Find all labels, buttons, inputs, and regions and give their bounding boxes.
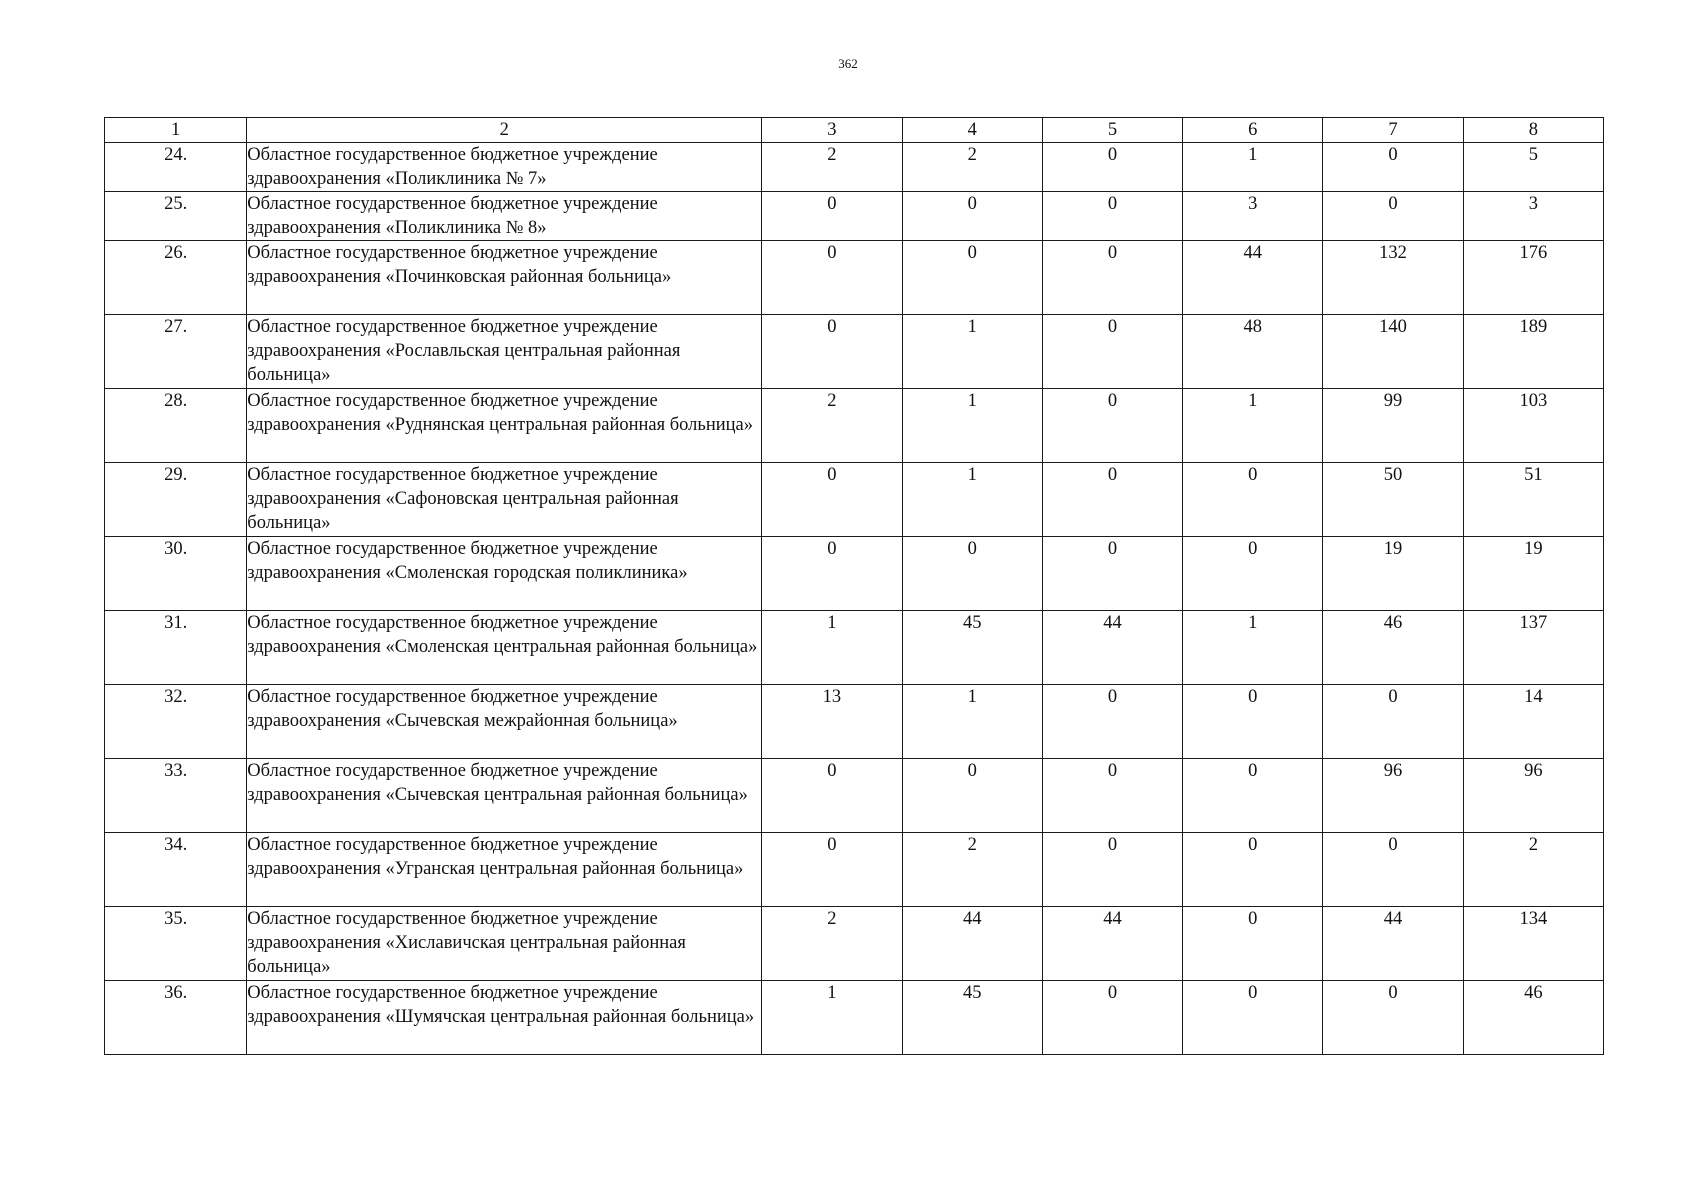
value-cell: 0 — [902, 537, 1042, 611]
value-cell: 0 — [1183, 907, 1323, 981]
value-cell: 0 — [762, 833, 902, 907]
table-row — [105, 389, 1604, 463]
institutions-table — [104, 117, 1604, 1055]
institution-name: Областное государственное бюджетное учреждение здравоохранения «Шумячская центральная районная больница» — [247, 981, 762, 1055]
value-cell: 0 — [762, 463, 902, 537]
row-number: 34. — [105, 833, 247, 907]
value-cell: 0 — [1183, 833, 1323, 907]
value-cell: 44 — [1042, 611, 1182, 685]
value-cell: 0 — [1042, 315, 1182, 389]
value-cell: 0 — [1042, 981, 1182, 1055]
value-cell: 3 — [1183, 192, 1323, 241]
column-header: 7 — [1323, 118, 1463, 143]
value-cell: 1 — [762, 611, 902, 685]
value-cell: 140 — [1323, 315, 1463, 389]
value-cell: 1 — [902, 685, 1042, 759]
value-cell: 2 — [902, 833, 1042, 907]
value-cell: 44 — [902, 907, 1042, 981]
table-row — [105, 537, 1604, 611]
table-row — [105, 907, 1604, 981]
institution-name: Областное государственное бюджетное учреждение здравоохранения «Сычевская центральная районная больница» — [247, 759, 762, 833]
institution-name: Областное государственное бюджетное учреждение здравоохранения «Хиславичская центральная районная больница» — [247, 907, 762, 981]
institution-name: Областное государственное бюджетное учреждение здравоохранения «Сафоновская центральная районная больница» — [247, 463, 762, 537]
table-row — [105, 143, 1604, 192]
row-number: 27. — [105, 315, 247, 389]
value-cell: 45 — [902, 981, 1042, 1055]
value-cell: 0 — [1323, 143, 1463, 192]
institution-name: Областное государственное бюджетное учреждение здравоохранения «Рославльская центральная районная больница» — [247, 315, 762, 389]
value-cell: 51 — [1463, 463, 1603, 537]
value-cell: 0 — [1183, 537, 1323, 611]
value-cell: 2 — [902, 143, 1042, 192]
table-row — [105, 685, 1604, 759]
value-cell: 0 — [1323, 833, 1463, 907]
value-cell: 1 — [1183, 143, 1323, 192]
column-header: 8 — [1463, 118, 1603, 143]
table-row — [105, 315, 1604, 389]
value-cell: 99 — [1323, 389, 1463, 463]
value-cell: 0 — [1042, 759, 1182, 833]
value-cell: 1 — [1183, 389, 1323, 463]
value-cell: 0 — [1183, 685, 1323, 759]
value-cell: 134 — [1463, 907, 1603, 981]
row-number: 29. — [105, 463, 247, 537]
institution-name: Областное государственное бюджетное учреждение здравоохранения «Руднянская центральная районная больница» — [247, 389, 762, 463]
column-header: 3 — [762, 118, 902, 143]
value-cell: 0 — [1183, 981, 1323, 1055]
value-cell: 2 — [762, 389, 902, 463]
table-row — [105, 463, 1604, 537]
row-number: 31. — [105, 611, 247, 685]
institution-name: Областное государственное бюджетное учреждение здравоохранения «Сычевская межрайонная больница» — [247, 685, 762, 759]
value-cell: 0 — [1183, 463, 1323, 537]
value-cell: 0 — [762, 241, 902, 315]
value-cell: 0 — [762, 315, 902, 389]
value-cell: 0 — [1042, 833, 1182, 907]
value-cell: 13 — [762, 685, 902, 759]
value-cell: 137 — [1463, 611, 1603, 685]
table-row — [105, 611, 1604, 685]
table-header-row — [105, 118, 1604, 143]
value-cell: 2 — [762, 143, 902, 192]
row-number: 26. — [105, 241, 247, 315]
column-header: 1 — [105, 118, 247, 143]
value-cell: 50 — [1323, 463, 1463, 537]
value-cell: 2 — [1463, 833, 1603, 907]
institution-name: Областное государственное бюджетное учреждение здравоохранения «Угранская центральная районная больница» — [247, 833, 762, 907]
value-cell: 46 — [1463, 981, 1603, 1055]
value-cell: 48 — [1183, 315, 1323, 389]
institution-name: Областное государственное бюджетное учреждение здравоохранения «Поликлиника № 8» — [247, 192, 762, 241]
value-cell: 103 — [1463, 389, 1603, 463]
value-cell: 1 — [902, 389, 1042, 463]
value-cell: 0 — [1042, 685, 1182, 759]
value-cell: 0 — [762, 537, 902, 611]
page-number: 362 — [838, 56, 858, 71]
row-number: 32. — [105, 685, 247, 759]
value-cell: 0 — [1042, 192, 1182, 241]
value-cell: 0 — [1042, 241, 1182, 315]
value-cell: 96 — [1463, 759, 1603, 833]
table-row — [105, 833, 1604, 907]
value-cell: 14 — [1463, 685, 1603, 759]
column-header: 5 — [1042, 118, 1182, 143]
value-cell: 0 — [762, 759, 902, 833]
value-cell: 3 — [1463, 192, 1603, 241]
value-cell: 44 — [1323, 907, 1463, 981]
value-cell: 189 — [1463, 315, 1603, 389]
value-cell: 96 — [1323, 759, 1463, 833]
value-cell: 132 — [1323, 241, 1463, 315]
value-cell: 45 — [902, 611, 1042, 685]
table-row — [105, 981, 1604, 1055]
value-cell: 0 — [1323, 981, 1463, 1055]
row-number: 25. — [105, 192, 247, 241]
value-cell: 0 — [1042, 537, 1182, 611]
institution-name: Областное государственное бюджетное учреждение здравоохранения «Смоленская центральная районная больница» — [247, 611, 762, 685]
column-header: 4 — [902, 118, 1042, 143]
column-header: 2 — [247, 118, 762, 143]
value-cell: 1 — [902, 463, 1042, 537]
value-cell: 0 — [902, 192, 1042, 241]
value-cell: 19 — [1323, 537, 1463, 611]
column-header: 6 — [1183, 118, 1323, 143]
table-row — [105, 759, 1604, 833]
value-cell: 0 — [902, 241, 1042, 315]
value-cell: 0 — [1042, 143, 1182, 192]
value-cell: 176 — [1463, 241, 1603, 315]
table-row — [105, 192, 1604, 241]
value-cell: 0 — [1323, 685, 1463, 759]
value-cell: 0 — [902, 759, 1042, 833]
table-row — [105, 241, 1604, 315]
row-number: 24. — [105, 143, 247, 192]
value-cell: 44 — [1183, 241, 1323, 315]
institution-name: Областное государственное бюджетное учреждение здравоохранения «Смоленская городская поликлиника» — [247, 537, 762, 611]
institution-name: Областное государственное бюджетное учреждение здравоохранения «Починковская районная больница» — [247, 241, 762, 315]
value-cell: 5 — [1463, 143, 1603, 192]
value-cell: 2 — [762, 907, 902, 981]
row-number: 35. — [105, 907, 247, 981]
row-number: 36. — [105, 981, 247, 1055]
value-cell: 1 — [902, 315, 1042, 389]
row-number: 33. — [105, 759, 247, 833]
value-cell: 46 — [1323, 611, 1463, 685]
value-cell: 0 — [1183, 759, 1323, 833]
value-cell: 0 — [1042, 389, 1182, 463]
value-cell: 0 — [1042, 463, 1182, 537]
value-cell: 0 — [1323, 192, 1463, 241]
row-number: 30. — [105, 537, 247, 611]
value-cell: 44 — [1042, 907, 1182, 981]
value-cell: 1 — [1183, 611, 1323, 685]
row-number: 28. — [105, 389, 247, 463]
value-cell: 1 — [762, 981, 902, 1055]
institution-name: Областное государственное бюджетное учреждение здравоохранения «Поликлиника № 7» — [247, 143, 762, 192]
value-cell: 0 — [762, 192, 902, 241]
value-cell: 19 — [1463, 537, 1603, 611]
